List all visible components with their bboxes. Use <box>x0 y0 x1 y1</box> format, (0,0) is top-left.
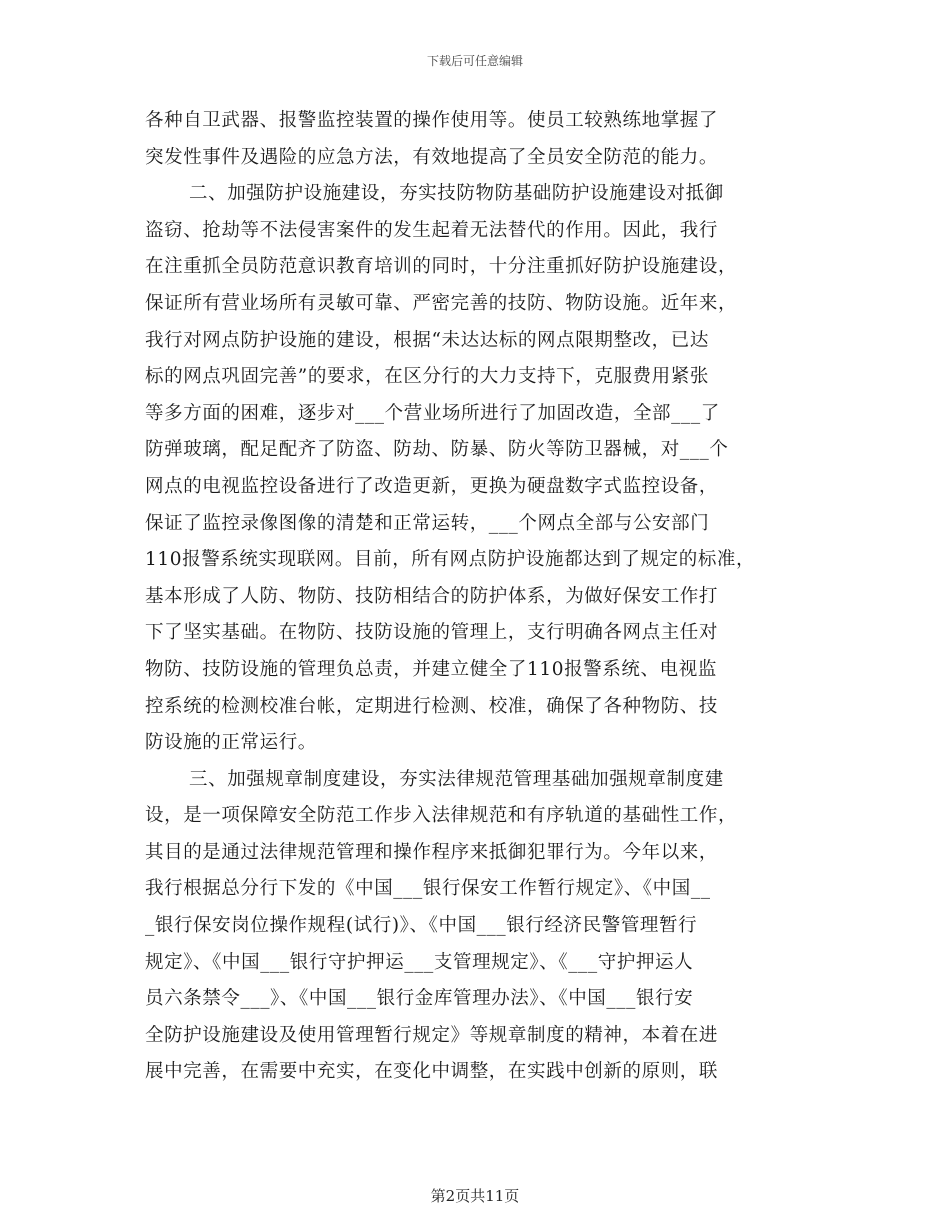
page-header: 下载后可任意编辑 <box>426 54 523 68</box>
text-line: 基本形成了人防、物防、技防相结合的防护体系，为做好保安工作打 <box>145 585 719 607</box>
text-line: 展中完善，在需要中充实，在变化中调整，在实践中创新的原则，联 <box>145 1061 719 1083</box>
text-line: 我行根据总分行下发的《中国___银行保安工作暂行规定》、《中国__ <box>145 878 711 900</box>
text-line: 其目的是通过法律规范管理和操作程序来抵御犯罪行为。今年以来， <box>145 841 719 863</box>
text-line: 突发性事件及遇险的应急方法，有效地提高了全员安全防范的能力。 <box>145 146 719 168</box>
text-line: 下了坚实基础。在物防、技防设施的管理上，支行明确各网点主任对 <box>145 622 719 644</box>
text-line: 我行对网点防护设施的建设，根据“未达达标的网点限期整改，已达 <box>145 329 709 351</box>
text-line: 控系统的检测校准台帐，定期进行检测、校准，确保了各种物防、技 <box>145 695 719 717</box>
page-footer: 第2页共11页 <box>430 1187 520 1205</box>
body-text <box>145 103 825 1091</box>
text-line: 二、加强防护设施建设，夯实技防物防基础防护设施建设对抵御 <box>189 183 724 205</box>
text-line: 等多方面的困难，逐步对___个营业场所进行了加固改造，全部___了 <box>145 402 720 424</box>
text-line: _银行保安岗位操作规程(试行)》、《中国___银行经济民警管理暂行 <box>145 915 698 937</box>
text-line: 设，是一项保障安全防范工作步入法律规范和有序轨道的基础性工作， <box>145 805 738 827</box>
text-line: 保证了监控录像图像的清楚和正常运转，___个网点全部与公安部门 <box>145 512 710 534</box>
text-line: 网点的电视监控设备进行了改造更新，更换为硬盘数字式监控设备， <box>145 475 719 497</box>
text-line: 防设施的正常运行。 <box>145 732 317 754</box>
text-line: 各种自卫武器、报警监控装置的操作使用等。使员工较熟练地掌握了 <box>145 110 719 131</box>
text-line: 员六条禁令___》、《中国___银行金库管理办法》、《中国___银行安 <box>145 988 694 1010</box>
text-line: 全防护设施建设及使用管理暂行规定》等规章制度的精神，本着在进 <box>145 1024 719 1046</box>
text-line: 三、加强规章制度建设，夯实法律规范管理基础加强规章制度建 <box>189 768 724 790</box>
text-line: 物防、技防设施的管理负总责，并建立健全了110报警系统、电视监 <box>145 658 717 680</box>
text-line: 防弹玻璃，配足配齐了防盗、防劫、防暴、防火等防卫器械，对___个 <box>145 439 729 461</box>
text-line: 规定》、《中国___银行守护押运___支管理规定》、《___守护押运人 <box>145 951 694 973</box>
text-line: 在注重抓全员防范意识教育培训的同时，十分注重抓好防护设施建设， <box>145 256 738 278</box>
text-line: 盗窃、抢劫等不法侵害案件的发生起着无法替代的作用。因此，我行 <box>145 219 719 241</box>
text-line: 标的网点巩固完善”的要求，在区分行的大力支持下，克服费用紧张 <box>145 366 709 388</box>
text-line: 保证所有营业场所有灵敏可靠、严密完善的技防、物防设施。近年来， <box>145 292 738 314</box>
text-line: 110报警系统实现联网。目前，所有网点防护设施都达到了规定的标准， <box>145 549 756 571</box>
